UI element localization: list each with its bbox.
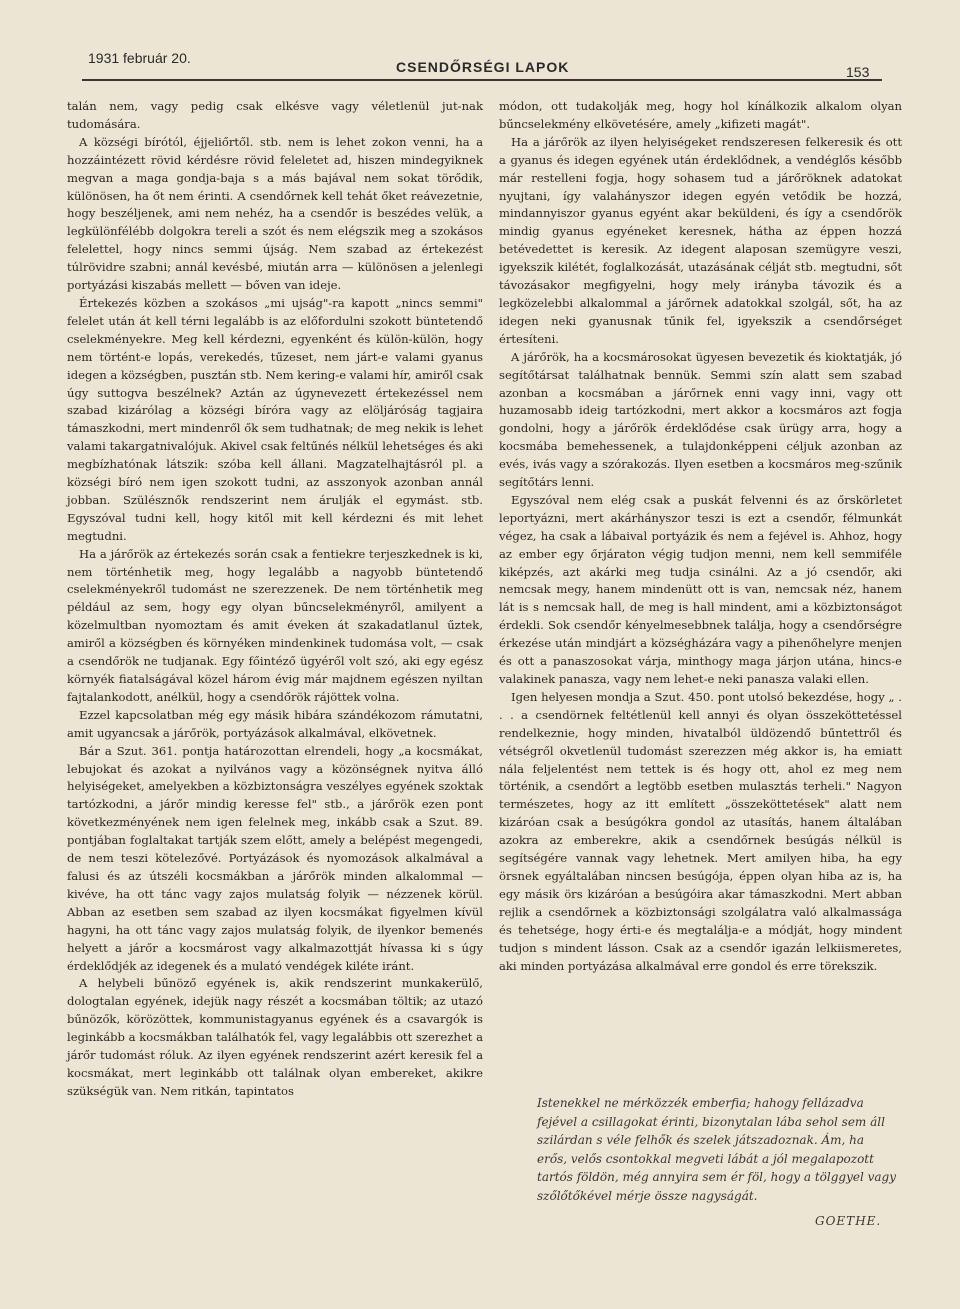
quote-author: GOETHE. [815,1214,882,1228]
page-number: 153 [846,64,870,80]
paragraph: A helybeli bűnöző egyének is, akik rendszerint munkakerülő, dologtalan egyének, idejük nagy részét a kocsmában töltik; az utazó bűnözők, körözöttek, kommunistagyanus egyének és a csavargók is leginkább a kocsmákban találhatók fel, vagy legalábbis ott szerezhet a járőr tudomást róluk. Az ilyen egyének rendszerint azért keresik fel a kocsmákat, mert leginkább ott találnak olyan embereket, akikre szükségük van. Nem ritkán, tapintatos [67,976,483,1098]
paragraph: Ha a járőrök az ilyen helyiségeket rendszeresen felkeresik és ott a gyanus és idegen egyének után érdeklődnek, a vendéglős később már restelleni fogja, hogy sohasem tud a járőröknek adatokat nyujtani, így valahányszor idegen egyén vetődik be hozzá, mindannyiszor gyanus egyént akar beküldeni, és így a csendőrök mindig gyanus egyéneket keresnek, hátha az éppen hozzá betévedettet is keresik. Az idegent alaposan szemügyre veszi, igyekszik kilétét, foglalkozását, utazásának célját stb. megtudni, sőt távozásakor megfigyelni, hogy mely irányba távozik és a legközelebbi alkalommal a járőrnek adatokkal szolgál, sőt, ha az idegen neki gyanusnak tűnik fel, igyekszik a csendőrséget értesíteni. [499,134,902,346]
paragraph: módon, ott tudakolják meg, hogy hol kínálkozik alkalom olyan bűncselekmény elkövetésére, amely „kifizeti magát". [499,99,902,131]
paragraph: A járőrök, ha a kocsmárosokat ügyesen bevezetik és kioktatják, jó segítőtársat találhatnak bennük. Semmi szín alatt sem szabad azonban a kocsmában a járőrnek enni vagy inni, vagy ott huzamosabb ideig tartózkodni, mert akkor a kocsmáros azt fogja gondolni, hogy a járőrök érdeklődése csak ürügy arra, hogy a kocsmába bemehessenek, a tulajdonképpeni céljuk azonban az evés, ivás vagy a szórakozás. Ilyen esetben a kocsmáros meg-szűnik segítőtárs lenni. [499,349,902,490]
paragraph: Ezzel kapcsolatban még egy másik hibára szándékozom rámutatni, amit ugyancsak a járőrök, portyázások alkalmával, elkövetnek. [67,707,483,740]
header-date: 1931 február 20. [88,50,191,66]
paragraph: A községi bírótól, éjjeliőrtől. stb. nem is lehet zokon venni, ha a hozzáintézett rövid kérdésre rövid feleletet ad, hiszen mindegyiknek megvan a maga gondja-baja s a más bajával nem sokat törődik, különösen, ha őt nem érinti. A csendőrnek kell tehát őket reávezetnie, hogy beszéljenek, ami nem nehéz, ha a csendőr is beszédes velük, a legkülönfélébb dolgokra tereli a szót és nem elégszik meg a szokásos felelettel, hogy nincs semmi újság. Nem szabad az értekezést túlrövidre szabni; annál kevésbé, miután arra — különösen a jelenlegi portyázási kiszabás mellett — bőven van ideje. [67,134,483,293]
goethe-quote: Istenekkel ne mérközzék emberfia; hahogy fellázadva fejével a csillagokat érinti, bizonytalan lába sehol sem áll szilárdan s véle felhők és szelek játszadoznak. Ám, ha erős, velős csontokkal megveti lábát a jól megalapozott tartós földön, még annyira sem ér föl, hogy a tölggyel vagy szőlőtőkével mérje össze nagyságát. [537,1096,897,1203]
paragraph: Értekezés közben a szokásos „mi ujság"-ra kapott „nincs semmi" felelet után át kell térni legalább is az előfordulni szokott büntetendő cselekményekre. Meg kell kérdezni, egyenként és külön-külön, hogy nem történt-e lopás, verekedés, tűzeset, nem járt-e valami gyanus idegen a községben, pusztán stb. Nem kering-e valami hír, amiről csak úgy suttogva beszélnek? Aztán az úgynevezett értekezéssel nem szabad kizárólag a községi bíróra vagy az elöljáróság tagjaira támaszkodni, mert mindenről ők sem tudhatnak; de meg nekik is lehet valami takargatnivalójuk. Akivel csak feltűnés nélkül lehetséges és aki megbízhatónak látszik: szóba kell állani. Magzatelhajtásról pl. a községi bíró nem igen szokott tudni, az asszonyok azonban annál jobban. Szülésznők rendszerint nem árulják el egymást. stb. Egyszóval tudni kell, hogy kitől mit kell kérdezni és mit lehet megtudni. [67,295,483,543]
right-column [499,98,902,975]
paragraph: Igen helyesen mondja a Szut. 450. pont utolsó bekezdése, hogy „ . . . a csendörnek feltétlenül kell annyi és olyan összeköttetéssel rendelkeznie, hogy minden, hivatalból üldözendő bűntettről és vétségről okvetlenül tudomást szerezzen még akkor is, ha emiatt nála feljelentést nem tettek is és hogy ott, ahol ez meg nem történik, a csendőrt a legtöbb esetben mulasztás terheli." Nagyon természetes, hogy az itt említett „összeköttetések" alatt nem kizáróan csak a besúgókra gondol az utasítás, hanem általában azokra az emberekre, akik a csendőrnek besúgás nélkül is segítségére vannak vagy lehetnek. Mert amilyen hiba, ha egy örsnek egyáltalában nincsen besúgója, éppen olyan hiba az is, ha egy másik örs kizáróan a besúgóira akar támaszkodni. Mert abban rejlik a csendőrnek a közbiztonsági szolgálatra való alkalmassága és tehetsége, hogy érti-e és megtalálja-e a módját, hogy mindent tudjon s mindent lásson. Csak az a csendőr igazán lelkiismeretes, aki minden portyázása alkalmával erre gondol és erre törekszik. [499,689,902,973]
paragraph: Ha a járőrök az értekezés során csak a fentiekre terjeszkednek is ki, nem történhetik meg, hogy legalább a nagyobb büntetendő cselekményekről tudomást ne szerezzenek. De nem történhetik meg például az sem, hogy egy olyan bűncselekményről, amilyent a közelmultban nyomoztam és amit éveken át szakadatlanul űztek, amiről a községben és környéken mindenkinek tudomása volt, — csak a csendőrök ne tudjanak. Egy főintéző ügyéről volt szó, aki egy egész környék fiatalságával közel három évig már majdnem egészen nyiltan fajtalankodott, anélkül, hogy a csendőrök rájöttek volna. [67,546,483,704]
header-rule [82,79,882,81]
left-column [67,98,483,1101]
paragraph: Bár a Szut. 361. pontja határozottan elrendeli, hogy „a kocsmákat, lebujokat és azokat a nyilvános vagy a közönségnek nyitva álló helyiségeket, amelyekben a közbiztonságra veszélyes egyének szoktak tartózkodni, a járőr mindig keresse fel" stb., a járőrök ezen pont következményének nem igen felelnek meg, inkább csak a Szut. 89. pontjában foglaltakat tartják szem előtt, amely a belépést megengedi, de nem teszi kötelezővé. Portyázások és nyomozások alkalmával a falusi és az útszéli kocsmákban a járőrök minden alkalommal — kivéve, ha ott tánc vagy zajos mulatság folyik — nézzenek körül. Abban az esetben sem szabad az ilyen kocsmákat figyelmen kívül hagyni, ha ott tánc vagy zajos mulatság folyik, de ilyenkor bemenés helyett a járőr a kocsmárost vagy alkalmazottját hívassa ki s úgy érdeklődjék az idegenek és a mulató vendégek kiléte iránt. [67,743,483,973]
header-title: CSENDŐRSÉGI LAPOK [396,59,570,75]
paragraph: talán nem, vagy pedig csak elkésve vagy véletlenül jut-nak tudomására. [67,99,483,131]
paragraph: Egyszóval nem elég csak a puskát felvenni és az őrskörletet leportyázni, mert akárhányszor teszi is ezt a csendőr, félmunkát végez, ha csak a lábaival portyázik és nem a fejével is. Ahhoz, hogy az ember egy őrjáraton végig tudjon menni, nem kell semmiféle kiképzés, azt akárki meg tudja csinálni. Az a jó csendőr, aki nemcsak megy, hanem mindenütt ott is van, nemcsak néz, hanem lát is s nemcsak hall, de meg is hall mindent, ami a közbiztonságot érdekli. Sok csendőr kényelmesebbnek találja, hogy a csendőrségre érkezése után mindjárt a községházára vagy a pihenőhelyre menjen és ott a panaszosokat várja, minthogy maga járjon utána, hincs-e valakinek panasza, vagy nem lehet-e neki panasza valaki ellen. [499,492,902,686]
